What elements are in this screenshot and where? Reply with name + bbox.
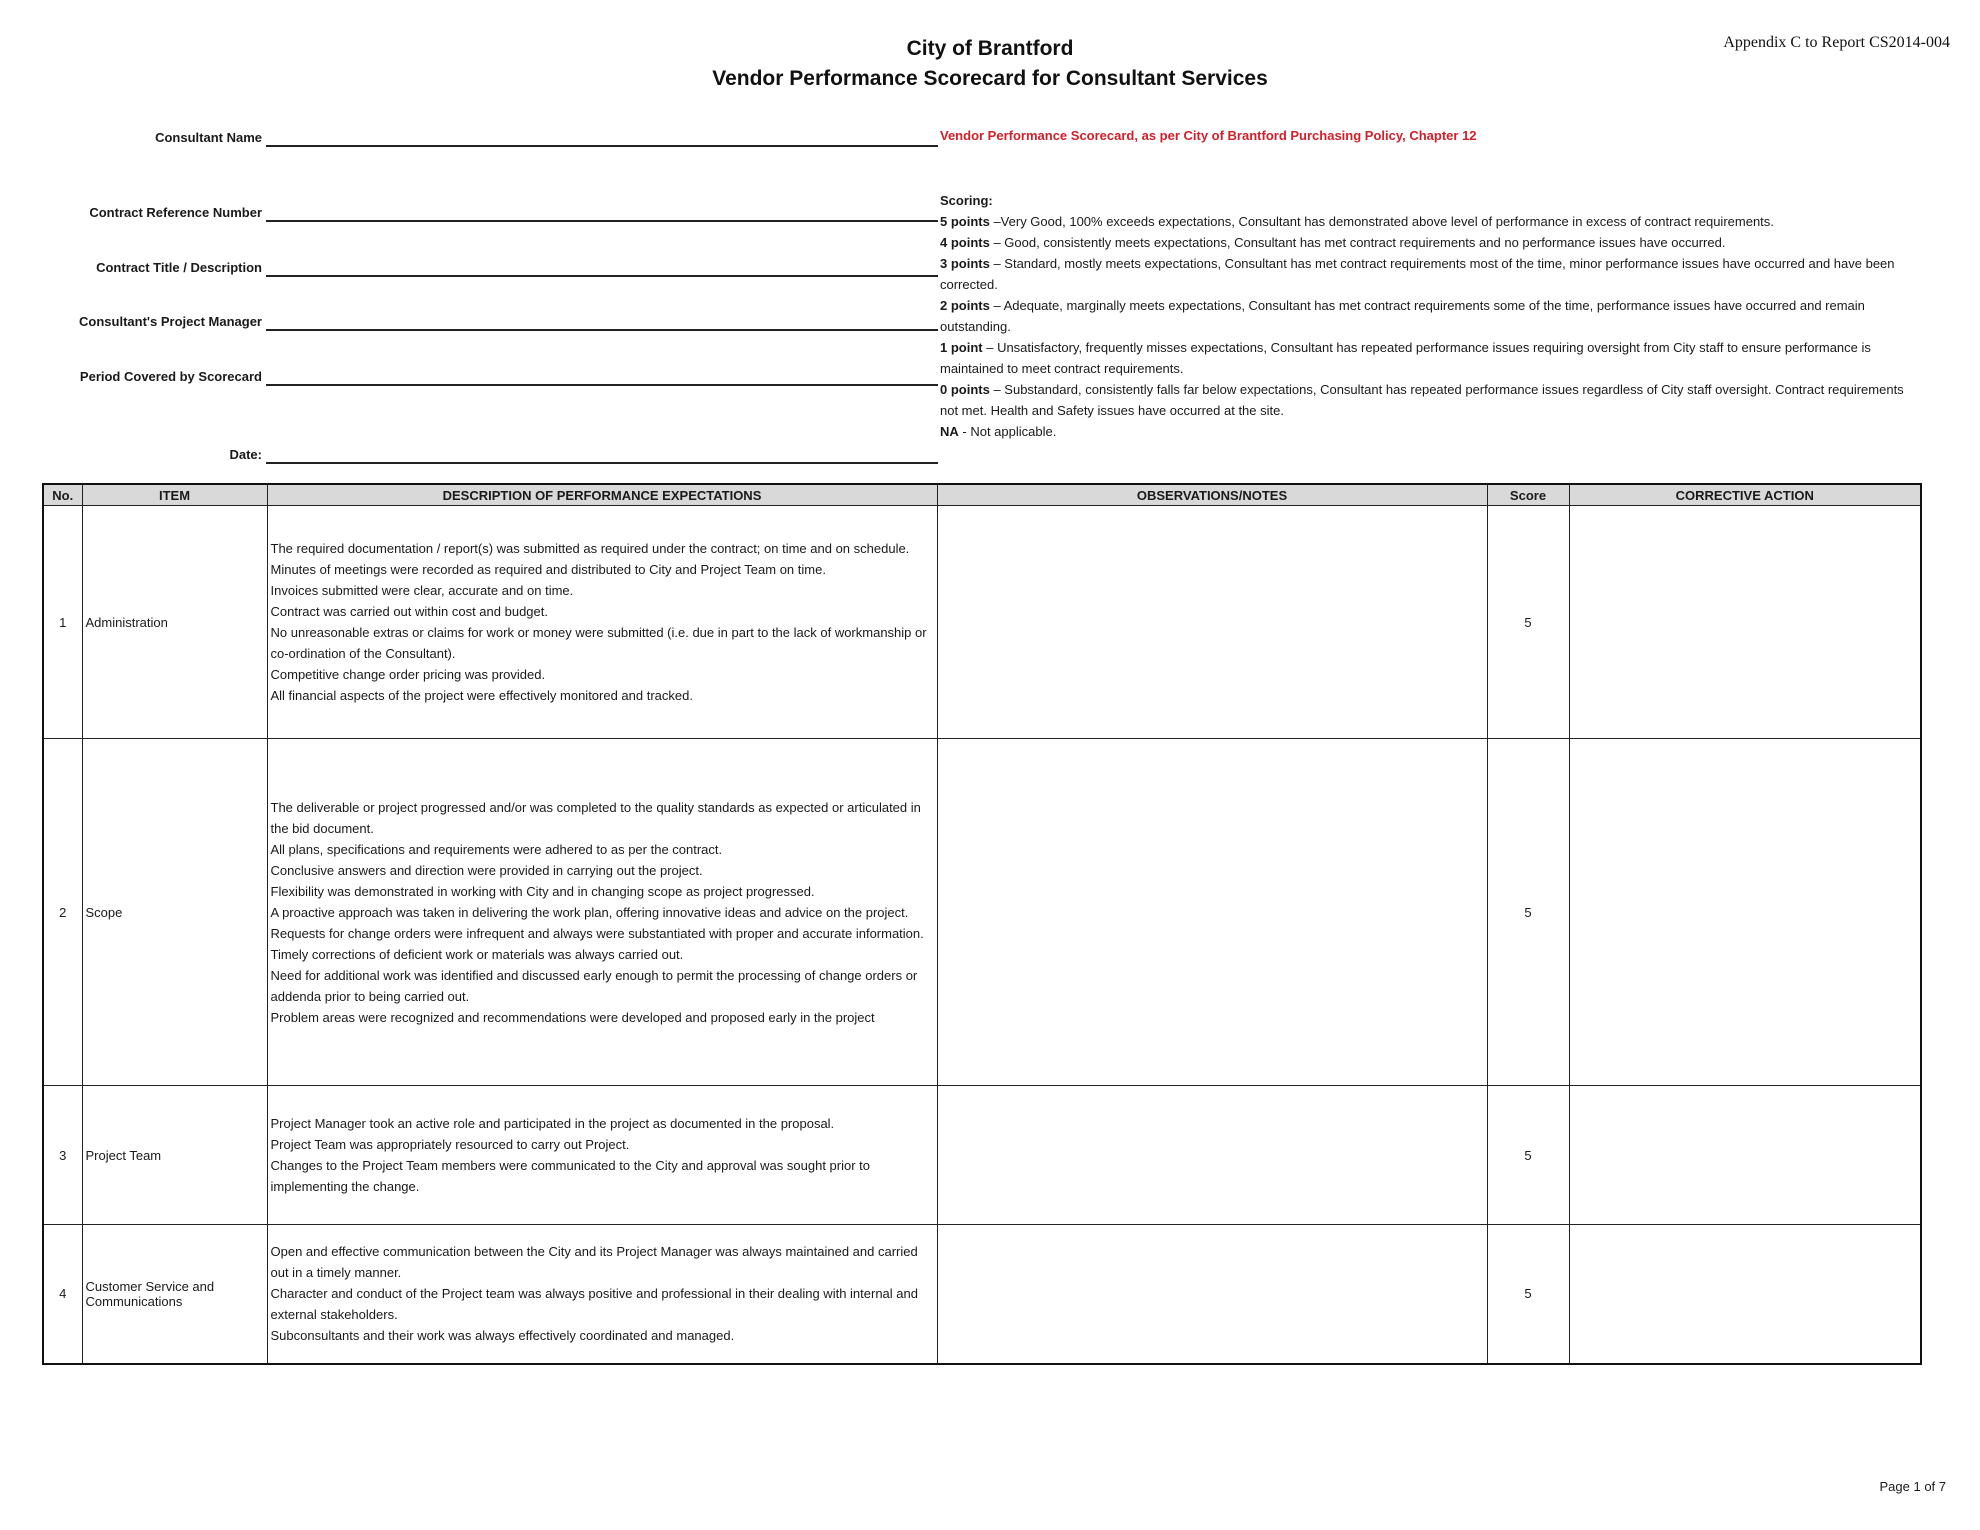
period-covered-field[interactable] xyxy=(30,366,938,386)
scoring-points: 1 point xyxy=(940,340,983,355)
row-score[interactable]: 5 xyxy=(1487,506,1569,739)
field-label: Contract Title / Description xyxy=(96,260,262,275)
consultant-name-field[interactable] xyxy=(30,127,938,147)
row-observations[interactable] xyxy=(937,1086,1487,1225)
expectation-line: Minutes of meetings were recorded as required and distributed to City and Project Team on time. xyxy=(270,562,826,577)
header-observations: OBSERVATIONS/NOTES xyxy=(937,484,1487,506)
contract-title-field[interactable] xyxy=(30,257,938,277)
expectation-line: Invoices submitted were clear, accurate and on time. xyxy=(270,583,574,598)
document-title: Vendor Performance Scorecard for Consultant Services xyxy=(712,67,1268,90)
expectation-line: All plans, specifications and requirements were adhered to as per the contract. xyxy=(270,841,723,857)
expectation-line: Project Manager took an active role and participated in the project as documented in the proposal. xyxy=(270,1116,835,1131)
scoring-text: – Adequate, marginally meets expectations, Consultant has met contract requirements some of the time, performance issues have occurred and remain outstanding. xyxy=(940,298,1865,334)
field-line xyxy=(266,384,938,386)
row-observations[interactable] xyxy=(937,739,1487,1086)
expectation-line: Subconsultants and their work was always effectively coordinated and managed. xyxy=(270,1328,735,1344)
scoring-text: - Not applicable. xyxy=(958,424,1057,439)
table-row xyxy=(43,1225,1921,1364)
row-number: 3 xyxy=(43,1086,82,1225)
scoring-points: 3 points xyxy=(940,256,990,271)
scoring-item xyxy=(940,379,1925,421)
scoring-item xyxy=(940,232,1925,253)
expectation-line: Contract was carried out within cost and budget. xyxy=(270,604,548,619)
row-item: Administration xyxy=(82,506,267,739)
table-header-row xyxy=(43,484,1921,506)
header-corrective-action: CORRECTIVE ACTION xyxy=(1569,484,1921,506)
scoring-text: – Standard, mostly meets expectations, Consultant has met contract requirements most of the time, minor performance issues have occurred and have been corrected. xyxy=(940,256,1895,292)
row-score[interactable]: 5 xyxy=(1487,1086,1569,1225)
header-score: Score xyxy=(1487,484,1569,506)
row-item: Scope xyxy=(82,739,267,1086)
row-number: 4 xyxy=(43,1225,82,1364)
scoring-text: – Good, consistently meets expectations, Consultant has met contract requirements and no performance issues have occurred. xyxy=(989,235,1726,250)
expectation-line: Project Team was appropriately resourced to carry out Project. xyxy=(270,1137,630,1152)
scoring-text: – Unsatisfactory, frequently misses expectations, Consultant has repeated performance issues requiring oversight from City staff to ensure performance is maintained to meet contract requirements. xyxy=(940,340,1871,376)
date-field[interactable] xyxy=(30,444,938,464)
scoring-item xyxy=(940,211,1925,232)
field-line xyxy=(266,329,938,331)
page-number: Page 1 of 7 xyxy=(1879,1479,1946,1494)
row-description xyxy=(267,506,937,739)
row-corrective-action[interactable] xyxy=(1569,506,1921,739)
scoring-points: 5 points xyxy=(940,214,990,229)
field-label: Consultant's Project Manager xyxy=(79,314,262,329)
row-item: Project Team xyxy=(82,1086,267,1225)
expectation-line: Open and effective communication between the City and its Project Manager was always maintained and carried out in a timely manner. xyxy=(270,1244,918,1281)
expectation-line: Competitive change order pricing was provided. xyxy=(270,667,546,682)
row-score[interactable]: 5 xyxy=(1487,1225,1569,1364)
document-title-block xyxy=(0,34,1980,94)
row-description xyxy=(267,739,937,1086)
scoring-legend xyxy=(940,190,1925,442)
table-row xyxy=(43,506,1921,739)
expectation-line: All financial aspects of the project were effectively monitored and tracked. xyxy=(270,688,693,703)
row-description xyxy=(267,1086,937,1225)
row-observations[interactable] xyxy=(937,1225,1487,1364)
expectation-line: The deliverable or project progressed and/or was completed to the quality standards as expected or articulated in the bid document. xyxy=(270,799,921,836)
scoring-text: – Substandard, consistently falls far below expectations, Consultant has repeated performance issues regardless of City staff oversight. Contract requirements not met. Health and Safety issues have occurred at the site. xyxy=(940,382,1904,418)
row-score[interactable]: 5 xyxy=(1487,739,1569,1086)
expectation-line: Conclusive answers and direction were provided in carrying out the project. xyxy=(270,862,703,878)
expectation-line: Flexibility was demonstrated in working with City and in changing scope as project progressed. xyxy=(270,883,815,899)
expectation-line: Timely corrections of deficient work or materials was always carried out. xyxy=(270,946,684,962)
scoring-points: 4 points xyxy=(940,235,990,250)
field-label: Date: xyxy=(229,447,262,462)
scoring-points: NA xyxy=(940,424,959,439)
table-row xyxy=(43,1086,1921,1225)
expectation-line: Character and conduct of the Project team was always positive and professional in their dealing with internal and external stakeholders. xyxy=(270,1286,918,1323)
contract-reference-field[interactable] xyxy=(30,202,938,222)
header-no: No. xyxy=(43,484,82,506)
expectation-line: Need for additional work was identified and discussed early enough to permit the processing of change orders or addenda prior to being carried out. xyxy=(270,967,918,1004)
expectation-line: No unreasonable extras or claims for work or money were submitted (i.e. due in part to the lack of workmanship or co-ordination of the Consultant). xyxy=(270,625,927,661)
row-observations[interactable] xyxy=(937,506,1487,739)
field-line xyxy=(266,462,938,464)
field-line xyxy=(266,275,938,277)
table-row xyxy=(43,739,1921,1086)
scoring-points: 2 points xyxy=(940,298,990,313)
header-item: ITEM xyxy=(82,484,267,506)
scoring-item xyxy=(940,337,1925,379)
expectation-line: Requests for change orders were infrequent and always were substantiated with proper and accurate information. xyxy=(270,925,924,941)
header-description: DESCRIPTION OF PERFORMANCE EXPECTATIONS xyxy=(267,484,937,506)
org-title: City of Brantford xyxy=(906,37,1074,60)
expectation-line: The required documentation / report(s) was submitted as required under the contract; on time and on schedule. xyxy=(270,541,910,556)
field-label: Consultant Name xyxy=(155,130,262,145)
row-corrective-action[interactable] xyxy=(1569,1086,1921,1225)
policy-reference: Vendor Performance Scorecard, as per City of Brantford Purchasing Policy, Chapter 12 xyxy=(940,128,1477,143)
scoring-points: 0 points xyxy=(940,382,990,397)
row-item: Customer Service and Communications xyxy=(82,1225,267,1364)
row-description xyxy=(267,1225,937,1364)
appendix-reference: Appendix C to Report CS2014-004 xyxy=(1723,34,1950,51)
row-corrective-action[interactable] xyxy=(1569,739,1921,1086)
scoring-item xyxy=(940,421,1925,442)
scoring-text: –Very Good, 100% exceeds expectations, Consultant has demonstrated above level of performance in excess of contract requirements. xyxy=(989,214,1774,229)
scoring-item xyxy=(940,295,1925,337)
scorecard-table xyxy=(42,483,1922,1365)
field-line xyxy=(266,145,938,147)
scoring-heading: Scoring: xyxy=(940,193,993,208)
scoring-item xyxy=(940,253,1925,295)
field-label: Period Covered by Scorecard xyxy=(79,369,262,384)
field-label: Contract Reference Number xyxy=(89,205,262,220)
row-number: 1 xyxy=(43,506,82,739)
row-number: 2 xyxy=(43,739,82,1086)
expectation-line: A proactive approach was taken in delivering the work plan, offering innovative ideas and advice on the project. xyxy=(270,904,909,920)
field-line xyxy=(266,220,938,222)
expectation-line: Problem areas were recognized and recommendations were developed and proposed early in the project xyxy=(270,1009,875,1025)
expectation-line: Changes to the Project Team members were communicated to the City and approval was sought prior to implementing the change. xyxy=(270,1158,871,1194)
project-manager-field[interactable] xyxy=(30,311,938,331)
row-corrective-action[interactable] xyxy=(1569,1225,1921,1364)
